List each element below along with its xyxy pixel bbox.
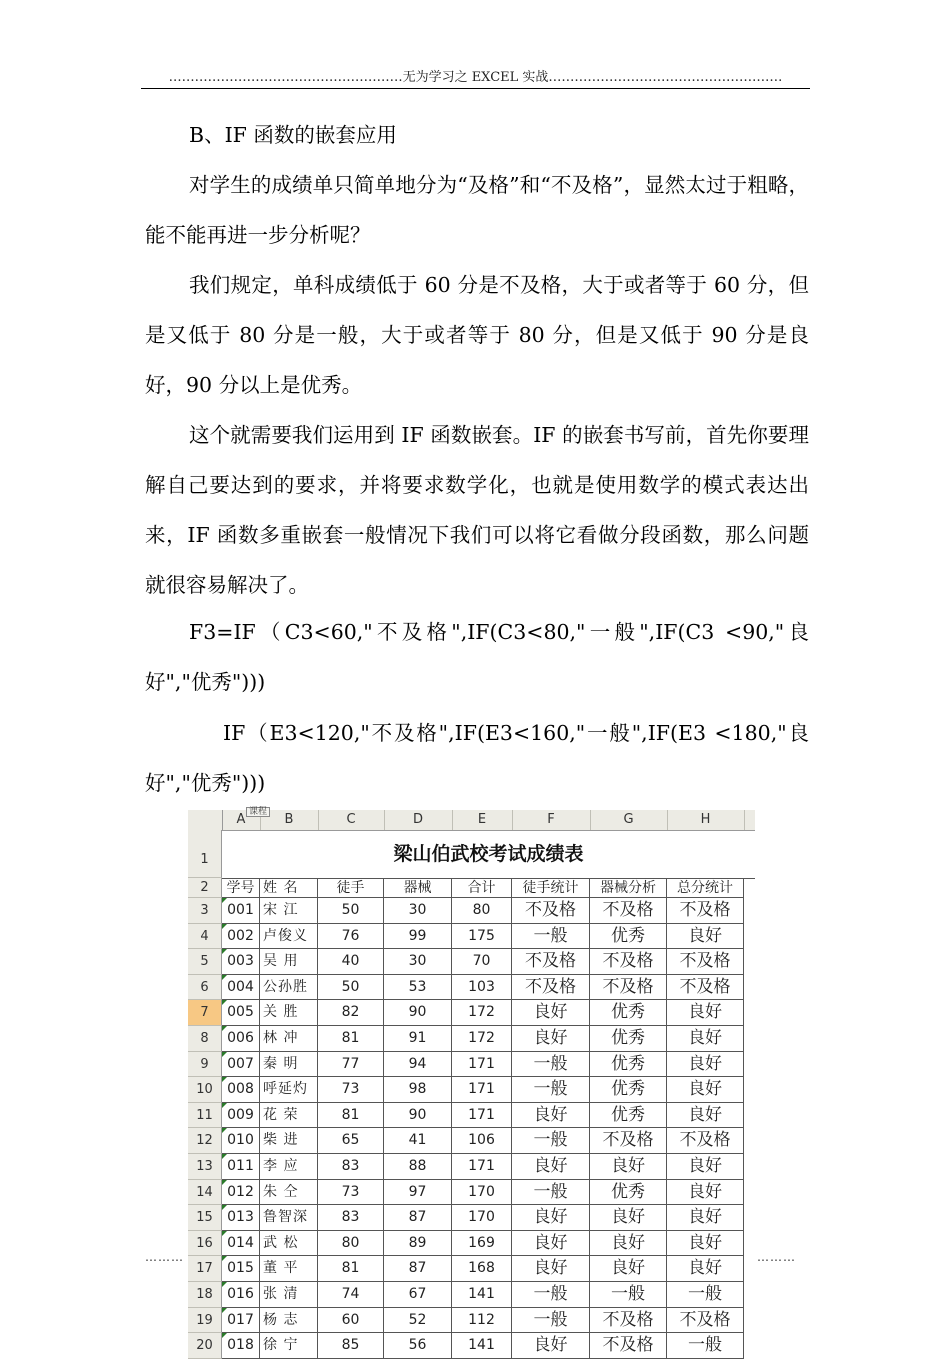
table-cell[interactable]: 不及格	[667, 1308, 744, 1334]
table-cell[interactable]: 一般	[667, 1282, 744, 1308]
table-cell[interactable]: 017	[222, 1308, 260, 1334]
table-cell[interactable]: 良好	[512, 1000, 590, 1026]
error-indicator-icon	[222, 949, 227, 954]
table-cell[interactable]: 张 清	[260, 1282, 318, 1308]
table-cell[interactable]: 良好	[667, 1026, 744, 1052]
header-cell[interactable]: 徒手	[318, 878, 384, 898]
table-cell[interactable]: 87	[384, 1205, 452, 1231]
error-indicator-icon	[222, 1154, 227, 1159]
error-indicator-icon	[222, 1333, 227, 1338]
row-header-7[interactable]: 7	[188, 1000, 222, 1026]
table-cell[interactable]: 52	[384, 1308, 452, 1334]
table-cell[interactable]: 67	[384, 1282, 452, 1308]
table-cell[interactable]: 90	[384, 1000, 452, 1026]
table-cell[interactable]: 009	[222, 1103, 260, 1129]
error-indicator-icon	[222, 1282, 227, 1287]
table-cell[interactable]: 171	[452, 1154, 512, 1180]
column-header-f[interactable]: F	[512, 810, 591, 830]
row-header-18[interactable]: 18	[188, 1282, 222, 1308]
row-header-17[interactable]: 17	[188, 1256, 222, 1282]
table-cell[interactable]: 30	[384, 898, 452, 924]
table-cell[interactable]: 良好	[667, 1077, 744, 1103]
formula-f3: F3=IF（C3<60,"不及格",IF(C3<80,"一般",IF(C3 <90,"良好","优秀")))	[145, 620, 809, 694]
table-cell[interactable]: 73	[318, 1077, 384, 1103]
table-cell[interactable]: 94	[384, 1052, 452, 1078]
error-indicator-icon	[222, 1103, 227, 1108]
table-cell[interactable]: 170	[452, 1180, 512, 1206]
column-header-a[interactable]: A	[222, 810, 261, 830]
table-cell[interactable]: 015	[222, 1256, 260, 1282]
table-cell[interactable]: 良好	[512, 1256, 590, 1282]
table-cell[interactable]: 公孙胜	[260, 975, 318, 1001]
table-cell[interactable]: 良好	[512, 1103, 590, 1129]
table-cell[interactable]: 良好	[667, 924, 744, 950]
paragraph-nesting: 这个就需要我们运用到 IF 函数嵌套。IF 的嵌套书写前，首先你要理解自己要达到的要求，并将要求数学化，也就是使用数学的模式表达出来，IF 函数多重嵌套一般情况下我们可以将它看做分段函数，那么问题就很容易解决了。	[145, 423, 809, 597]
table-cell[interactable]: 不及格	[512, 898, 590, 924]
column-header-b[interactable]: B	[260, 810, 319, 830]
paragraph-rules: 我们规定，单科成绩低于 60 分是不及格，大于或者等于 60 分，但是又低于 80 分是一般，大于或者等于 80 分，但是又低于 90 分是良好，90 分以上是优秀。	[145, 273, 809, 397]
table-cell[interactable]: 001	[222, 898, 260, 924]
row-header-3[interactable]: 3	[188, 898, 222, 924]
column-header-h[interactable]: H	[667, 810, 745, 830]
table-cell[interactable]: 优秀	[590, 1052, 667, 1078]
table-cell[interactable]: 002	[222, 924, 260, 950]
column-header-d[interactable]: D	[384, 810, 453, 830]
table-cell[interactable]: 卢俊义	[260, 924, 318, 950]
table-cell[interactable]: 优秀	[590, 1103, 667, 1129]
table-cell[interactable]: 优秀	[590, 1026, 667, 1052]
table-cell[interactable]: 呼延灼	[260, 1077, 318, 1103]
footer-dots-left: ………	[145, 1250, 184, 1264]
error-indicator-icon	[222, 975, 227, 980]
table-cell[interactable]: 006	[222, 1026, 260, 1052]
table-cell[interactable]: 宋 江	[260, 898, 318, 924]
table-cell[interactable]: 016	[222, 1282, 260, 1308]
table-cell[interactable]: 70	[452, 949, 512, 975]
table-cell[interactable]: 关 胜	[260, 1000, 318, 1026]
error-indicator-icon	[222, 898, 227, 903]
page-header: ………………………………………………无为学习之 EXCEL 实战………………………………………………	[141, 68, 810, 89]
row-header-1[interactable]: 1	[188, 830, 222, 878]
error-indicator-icon	[222, 1231, 227, 1236]
table-cell[interactable]: 秦 明	[260, 1052, 318, 1078]
table-title[interactable]: 梁山伯武校考试成绩表	[222, 830, 755, 879]
header-cell[interactable]: 学号	[222, 878, 260, 898]
table-cell[interactable]: 010	[222, 1128, 260, 1154]
table-cell[interactable]: 81	[318, 1026, 384, 1052]
table-cell[interactable]: 007	[222, 1052, 260, 1078]
select-all-corner[interactable]	[188, 810, 223, 830]
table-cell[interactable]: 良好	[667, 1103, 744, 1129]
header-cell[interactable]: 姓 名	[260, 878, 318, 898]
table-cell[interactable]: 一般	[512, 1052, 590, 1078]
table-cell[interactable]: 169	[452, 1231, 512, 1257]
header-cell[interactable]: 徒手统计	[512, 878, 590, 898]
table-cell[interactable]: 018	[222, 1333, 260, 1359]
section-heading: B、IF 函数的嵌套应用	[189, 123, 397, 147]
row-header-19[interactable]: 19	[188, 1308, 222, 1334]
error-indicator-icon	[222, 924, 227, 929]
table-cell[interactable]: 良好	[512, 1154, 590, 1180]
table-cell[interactable]: 李 应	[260, 1154, 318, 1180]
table-cell[interactable]: 41	[384, 1128, 452, 1154]
table-cell[interactable]: 012	[222, 1180, 260, 1206]
table-cell[interactable]: 80	[452, 898, 512, 924]
table-cell[interactable]: 83	[318, 1154, 384, 1180]
table-cell[interactable]: 不及格	[667, 949, 744, 975]
row-header-14[interactable]: 14	[188, 1180, 222, 1206]
error-indicator-icon	[222, 1205, 227, 1210]
error-indicator-icon	[222, 1308, 227, 1313]
table-cell[interactable]: 不及格	[590, 1128, 667, 1154]
table-cell[interactable]: 013	[222, 1205, 260, 1231]
row-header-13[interactable]: 13	[188, 1154, 222, 1180]
table-cell[interactable]: 83	[318, 1205, 384, 1231]
table-cell[interactable]: 吴 用	[260, 949, 318, 975]
table-cell[interactable]: 不及格	[667, 898, 744, 924]
table-cell[interactable]: 82	[318, 1000, 384, 1026]
table-cell[interactable]: 106	[452, 1128, 512, 1154]
table-cell[interactable]: 175	[452, 924, 512, 950]
table-cell[interactable]: 005	[222, 1000, 260, 1026]
table-cell[interactable]: 不及格	[590, 1333, 667, 1359]
table-cell[interactable]: 徐 宁	[260, 1333, 318, 1359]
column-header-e[interactable]: E	[452, 810, 513, 830]
table-cell[interactable]: 良好	[667, 1052, 744, 1078]
table-cell[interactable]: 56	[384, 1333, 452, 1359]
row-header-16[interactable]: 16	[188, 1231, 222, 1257]
table-cell[interactable]: 50	[318, 898, 384, 924]
header-cell[interactable]: 总分统计	[667, 878, 744, 898]
table-cell[interactable]: 良好	[590, 1205, 667, 1231]
table-cell[interactable]: 91	[384, 1026, 452, 1052]
table-cell[interactable]: 74	[318, 1282, 384, 1308]
table-cell[interactable]: 一般	[512, 1282, 590, 1308]
table-cell[interactable]: 杨 志	[260, 1308, 318, 1334]
comment-marker: 课程	[246, 807, 270, 817]
table-cell[interactable]: 170	[452, 1205, 512, 1231]
table-cell[interactable]: 良好	[667, 1231, 744, 1257]
table-cell[interactable]: 172	[452, 1000, 512, 1026]
table-cell[interactable]: 80	[318, 1231, 384, 1257]
header-cell[interactable]: 器械	[384, 878, 452, 898]
table-cell[interactable]: 014	[222, 1231, 260, 1257]
table-cell[interactable]: 77	[318, 1052, 384, 1078]
table-cell[interactable]: 141	[452, 1282, 512, 1308]
row-header-11[interactable]: 11	[188, 1103, 222, 1129]
error-indicator-icon	[222, 1180, 227, 1185]
table-cell[interactable]: 武 松	[260, 1231, 318, 1257]
table-cell[interactable]: 良好	[512, 1205, 590, 1231]
table-cell[interactable]: 112	[452, 1308, 512, 1334]
table-cell[interactable]: 林 冲	[260, 1026, 318, 1052]
table-cell[interactable]: 50	[318, 975, 384, 1001]
table-cell[interactable]: 不及格	[590, 898, 667, 924]
row-header-10[interactable]: 10	[188, 1077, 222, 1103]
table-cell[interactable]: 85	[318, 1333, 384, 1359]
error-indicator-icon	[222, 1000, 227, 1005]
paragraph-intro: 对学生的成绩单只简单地分为“及格”和“不及格”，显然太过于粗略，能不能再进一步分析呢？	[145, 173, 809, 247]
table-cell[interactable]: 优秀	[590, 1000, 667, 1026]
table-cell[interactable]: 008	[222, 1077, 260, 1103]
table-cell[interactable]: 良好	[667, 1154, 744, 1180]
row-header-4[interactable]: 4	[188, 924, 222, 950]
table-cell[interactable]: 81	[318, 1256, 384, 1282]
footer-dots-right: ………	[757, 1250, 796, 1264]
table-cell[interactable]: 一般	[667, 1333, 744, 1359]
table-cell[interactable]: 65	[318, 1128, 384, 1154]
table-cell[interactable]: 60	[318, 1308, 384, 1334]
table-cell[interactable]: 董 平	[260, 1256, 318, 1282]
table-cell[interactable]: 172	[452, 1026, 512, 1052]
table-cell[interactable]: 良好	[667, 1256, 744, 1282]
row-header-15[interactable]: 15	[188, 1205, 222, 1231]
row-header-2[interactable]: 2	[188, 878, 222, 898]
error-indicator-icon	[222, 1026, 227, 1031]
column-header-c[interactable]: C	[318, 810, 385, 830]
table-cell[interactable]: 003	[222, 949, 260, 975]
header-cell[interactable]: 器械分析	[590, 878, 667, 898]
table-cell[interactable]: 一般	[512, 1180, 590, 1206]
table-cell[interactable]: 优秀	[590, 924, 667, 950]
table-cell[interactable]: 87	[384, 1256, 452, 1282]
table-cell[interactable]: 柴 进	[260, 1128, 318, 1154]
table-cell[interactable]: 89	[384, 1231, 452, 1257]
table-cell[interactable]: 97	[384, 1180, 452, 1206]
error-indicator-icon	[222, 1128, 227, 1133]
table-cell[interactable]: 良好	[512, 1026, 590, 1052]
table-cell[interactable]: 良好	[512, 1333, 590, 1359]
row-header-9[interactable]: 9	[188, 1052, 222, 1078]
table-cell[interactable]: 不及格	[590, 1308, 667, 1334]
table-cell[interactable]: 一般	[512, 924, 590, 950]
row-header-20[interactable]: 20	[188, 1333, 222, 1359]
table-cell[interactable]: 一般	[512, 1308, 590, 1334]
table-cell[interactable]: 103	[452, 975, 512, 1001]
table-cell[interactable]: 一般	[590, 1282, 667, 1308]
table-cell[interactable]: 98	[384, 1077, 452, 1103]
row-header-6[interactable]: 6	[188, 975, 222, 1001]
spreadsheet-screenshot	[188, 807, 755, 1356]
table-cell[interactable]: 良好	[667, 1000, 744, 1026]
table-cell[interactable]: 011	[222, 1154, 260, 1180]
table-cell[interactable]: 花 荣	[260, 1103, 318, 1129]
header-cell[interactable]: 合计	[452, 878, 512, 898]
table-cell[interactable]: 良好	[590, 1231, 667, 1257]
table-cell[interactable]: 不及格	[512, 949, 590, 975]
table-cell[interactable]: 良好	[667, 1205, 744, 1231]
table-cell[interactable]: 81	[318, 1103, 384, 1129]
table-cell[interactable]: 30	[384, 949, 452, 975]
table-cell[interactable]: 优秀	[590, 1180, 667, 1206]
table-cell[interactable]: 不及格	[512, 975, 590, 1001]
table-cell[interactable]: 优秀	[590, 1077, 667, 1103]
table-cell[interactable]: 良好	[590, 1256, 667, 1282]
table-cell[interactable]: 73	[318, 1180, 384, 1206]
row-header-5[interactable]: 5	[188, 949, 222, 975]
table-cell[interactable]: 良好	[590, 1154, 667, 1180]
table-cell[interactable]: 良好	[512, 1231, 590, 1257]
row-header-12[interactable]: 12	[188, 1128, 222, 1154]
table-cell[interactable]: 168	[452, 1256, 512, 1282]
table-cell[interactable]: 171	[452, 1077, 512, 1103]
table-cell[interactable]: 不及格	[667, 1128, 744, 1154]
table-cell[interactable]: 171	[452, 1103, 512, 1129]
column-header-g[interactable]: G	[590, 810, 668, 830]
error-indicator-icon	[222, 1052, 227, 1057]
row-header-8[interactable]: 8	[188, 1026, 222, 1052]
table-cell[interactable]: 53	[384, 975, 452, 1001]
column-header-bar	[188, 810, 755, 831]
table-cell[interactable]: 不及格	[590, 975, 667, 1001]
error-indicator-icon	[222, 1256, 227, 1261]
table-cell[interactable]: 141	[452, 1333, 512, 1359]
table-cell[interactable]: 一般	[512, 1077, 590, 1103]
error-indicator-icon	[222, 1077, 227, 1082]
table-cell[interactable]: 朱 仝	[260, 1180, 318, 1206]
table-cell[interactable]: 良好	[667, 1180, 744, 1206]
table-cell[interactable]: 90	[384, 1103, 452, 1129]
table-cell[interactable]: 鲁智深	[260, 1205, 318, 1231]
table-cell[interactable]: 不及格	[667, 975, 744, 1001]
table-cell[interactable]: 不及格	[590, 949, 667, 975]
table-cell[interactable]: 004	[222, 975, 260, 1001]
table-cell[interactable]: 一般	[512, 1128, 590, 1154]
table-cell[interactable]: 88	[384, 1154, 452, 1180]
table-cell[interactable]: 171	[452, 1052, 512, 1078]
formula-e3: IF（E3<120,"不及格",IF(E3<160,"一般",IF(E3 <180,"良好","优秀")))	[145, 721, 809, 795]
table-cell[interactable]: 99	[384, 924, 452, 950]
table-cell[interactable]: 40	[318, 949, 384, 975]
table-cell[interactable]: 76	[318, 924, 384, 950]
